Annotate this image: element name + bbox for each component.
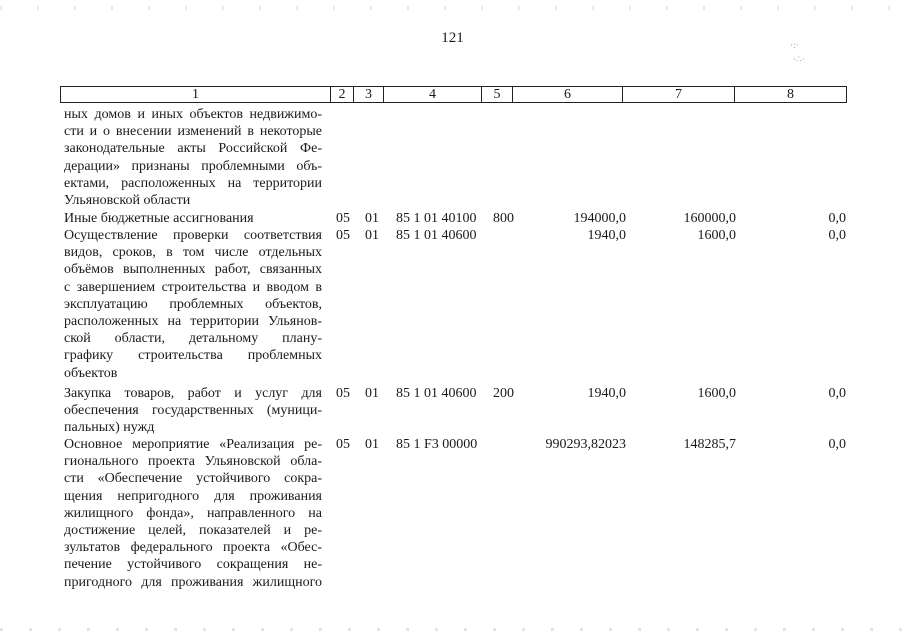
amount-col-7: 1600,0 [697,386,736,401]
header-col-4: 4 [384,87,482,102]
header-col-3: 3 [354,87,384,102]
scan-noise-bottom [0,628,905,631]
table-row [0,106,905,209]
header-col-8: 8 [787,87,794,102]
section-code: 05 [336,386,350,401]
description-line: достижение целей, показателей и ре- [64,523,322,539]
description-line: эксплуатацию проблемных объектов, [64,296,322,312]
description-line: расположенных на территории Ульянов- [64,314,322,330]
header-col-1: 1 [61,87,331,102]
scan-mark: ·:· [790,40,799,50]
description-line: ской области, детальному плану- [64,331,322,347]
header-col-6: 6 [513,87,623,102]
amount-col-8: 0,0 [828,386,846,401]
table-header [60,86,847,103]
row-description [64,436,322,591]
description-line: объёмов выполненных работ, связанных [64,262,322,278]
section-code: 05 [336,437,350,452]
description-line: с завершением строительства и вводом в [64,279,322,295]
table-row [0,436,905,591]
description-line: пригодного для проживания жилищного [64,574,322,590]
table-row [0,385,905,437]
table-row [0,227,905,382]
description-line: ектами, расположенных на территории [64,175,322,191]
page-number: 121 [441,30,464,46]
amount-col-7: 148285,7 [683,437,736,452]
section-code: 05 [336,228,350,243]
target-article: 85 1 F3 00000 [396,437,478,452]
description-line: гионального проекта Ульяновской обла- [64,454,322,470]
subsection-code: 01 [365,386,379,401]
header-col-5: 5 [482,87,513,102]
row-description [64,106,322,209]
amount-col-8: 0,0 [828,437,846,452]
description-line: сти «Обеспечение устойчивого сокра- [64,471,322,487]
target-article: 85 1 01 40600 [396,386,477,401]
scan-noise-top [0,6,905,10]
description-line: Основное мероприятие «Реализация ре- [64,437,322,452]
table-row [0,210,905,227]
amount-col-6: 990293,82023 [545,437,626,452]
description-line: графику строительства проблемных [64,348,322,364]
amount-col-6: 194000,0 [573,211,626,226]
amount-col-6: 1940,0 [587,228,626,243]
row-description [64,227,322,382]
description-line: Ульяновской области [64,193,191,209]
subsection-code: 01 [365,437,379,452]
description-line: объектов [64,365,118,381]
amount-col-7: 160000,0 [683,211,736,226]
amount-col-8: 0,0 [828,211,846,226]
subsection-code: 01 [365,211,379,226]
expense-type: 800 [493,211,514,226]
expense-type: 200 [493,386,514,401]
section-code: 05 [336,211,350,226]
header-col-7: 7 [623,87,735,102]
description-line: ных домов и иных объектов недвижимо- [64,107,322,122]
target-article: 85 1 01 40100 [396,211,477,226]
description-line: Закупка товаров, работ и услуг для [64,386,322,401]
amount-col-7: 1600,0 [697,228,736,243]
target-article: 85 1 01 40600 [396,228,477,243]
description-line: зультатов федерального проекта «Обес- [64,540,322,556]
amount-col-6: 1940,0 [587,386,626,401]
subsection-code: 01 [365,228,379,243]
description-line: законодательные акты Российской Фе- [64,141,322,157]
row-description [64,385,322,437]
description-line: дерации» признаны проблемными объ- [64,158,322,174]
description-line: щения непригодного для проживания [64,488,322,504]
header-col-2: 2 [331,87,354,102]
description-line: Осуществление проверки соответствия [64,228,322,243]
description-line: печение устойчивого сокращения не- [64,557,322,573]
amount-col-8: 0,0 [828,228,846,243]
description-line: сти и о внесении изменений в некоторые [64,124,322,140]
description-line: обеспечения государственных (муници- [64,403,322,419]
description-line: видов, сроков, в том числе отдельных [64,245,322,261]
description-line: жилищного фонда», направленного на [64,505,322,521]
description-line: пальных) нужд [64,420,155,436]
description-line: Иные бюджетные ассигнования [64,211,254,226]
row-description [64,210,322,227]
scan-mark: ·∴· [793,54,805,64]
